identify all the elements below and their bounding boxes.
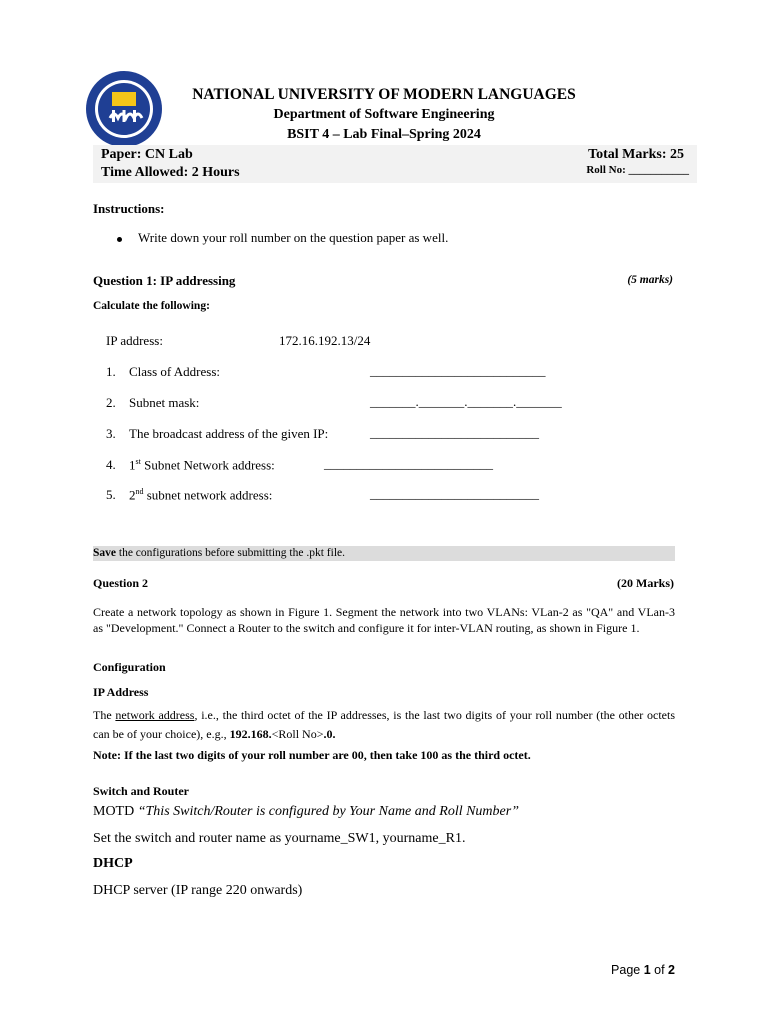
answer-blank: __________________________ xyxy=(370,425,539,440)
q1-marks: (5 marks) xyxy=(627,274,673,286)
item-number: 1. xyxy=(106,364,116,379)
answer-blank: __________________________ xyxy=(370,486,539,501)
q1-subtitle: Calculate the following: xyxy=(93,300,210,312)
item-label: The broadcast address of the given IP: xyxy=(129,426,329,441)
item-number: 2. xyxy=(106,395,116,410)
item-label: 1st Subnet Network address: xyxy=(129,457,275,473)
q1-item-5 xyxy=(106,487,273,503)
ip-address-label: IP address: xyxy=(106,333,163,348)
university-name: NATIONAL UNIVERSITY OF MODERN LANGUAGES xyxy=(192,86,576,103)
answer-blank: __________________________ xyxy=(324,456,493,471)
device-name-instruction: Set the switch and router name as yourname_SW1, yourname_R1. xyxy=(93,831,466,846)
instruction-text: Write down your roll number on the question paper as well. xyxy=(138,230,449,245)
switch-router-heading: Switch and Router xyxy=(93,784,190,798)
answer-blank: _______._______._______._______ xyxy=(370,394,562,409)
q1-item-2 xyxy=(106,395,200,411)
motd-line: MOTD “This Switch/Router is configured by Your Name and Roll Number” xyxy=(93,804,519,819)
instruction-item xyxy=(117,230,448,246)
paper-name: Paper: CN Lab xyxy=(101,147,193,162)
dhcp-text: DHCP server (IP range 220 onwards) xyxy=(93,883,303,898)
bullet-icon xyxy=(117,237,122,242)
configuration-heading: Configuration xyxy=(93,660,166,674)
item-number: 4. xyxy=(106,457,116,472)
q1-item-1 xyxy=(106,364,220,380)
exam-title: BSIT 4 – Lab Final–Spring 2024 xyxy=(287,127,481,142)
q2-marks: (20 Marks) xyxy=(617,576,674,590)
q2-title: Question 2 xyxy=(93,576,149,590)
total-marks: Total Marks: 25 xyxy=(588,147,684,162)
q1-item-4 xyxy=(106,457,275,473)
item-label: 2nd subnet network address: xyxy=(129,487,273,503)
q1-item-3 xyxy=(106,426,329,442)
ip-address-value: 172.16.192.13/24 xyxy=(279,333,371,348)
note: Note: If the last two digits of your roll number are 00, then take 100 as the third octet. xyxy=(93,748,531,762)
department-name: Department of Software Engineering xyxy=(273,107,495,122)
instructions-title: Instructions: xyxy=(93,201,165,216)
ip-address-instructions: The network address, i.e., the third octet of the IP addresses, is the last two digits of your roll number (the other octets can be of your choice), e.g., 192.168.<Roll No>.0. xyxy=(93,708,676,741)
item-number: 5. xyxy=(106,487,116,502)
save-note: Save the configurations before submitting the .pkt file. xyxy=(93,546,675,561)
ip-address-heading: IP Address xyxy=(93,685,149,699)
item-number: 3. xyxy=(106,426,116,441)
page-number: Page 1 of 2 xyxy=(611,963,675,977)
answer-blank: ___________________________ xyxy=(370,363,546,378)
dhcp-heading: DHCP xyxy=(93,856,133,871)
time-allowed: Time Allowed: 2 Hours xyxy=(101,165,240,180)
q2-description: Create a network topology as shown in Figure 1. Segment the network into two VLANs: VLan-2 as "QA" and VLan-3 as "Development." Connect a Router to the switch and configure it for inter-VLAN routing, as shown in Figure 1. xyxy=(93,605,675,635)
roll-number-field: Roll No: ___________ xyxy=(586,164,689,176)
item-label: Class of Address: xyxy=(129,364,220,379)
item-label: Subnet mask: xyxy=(129,395,200,410)
q1-title: Question 1: IP addressing xyxy=(93,273,236,288)
